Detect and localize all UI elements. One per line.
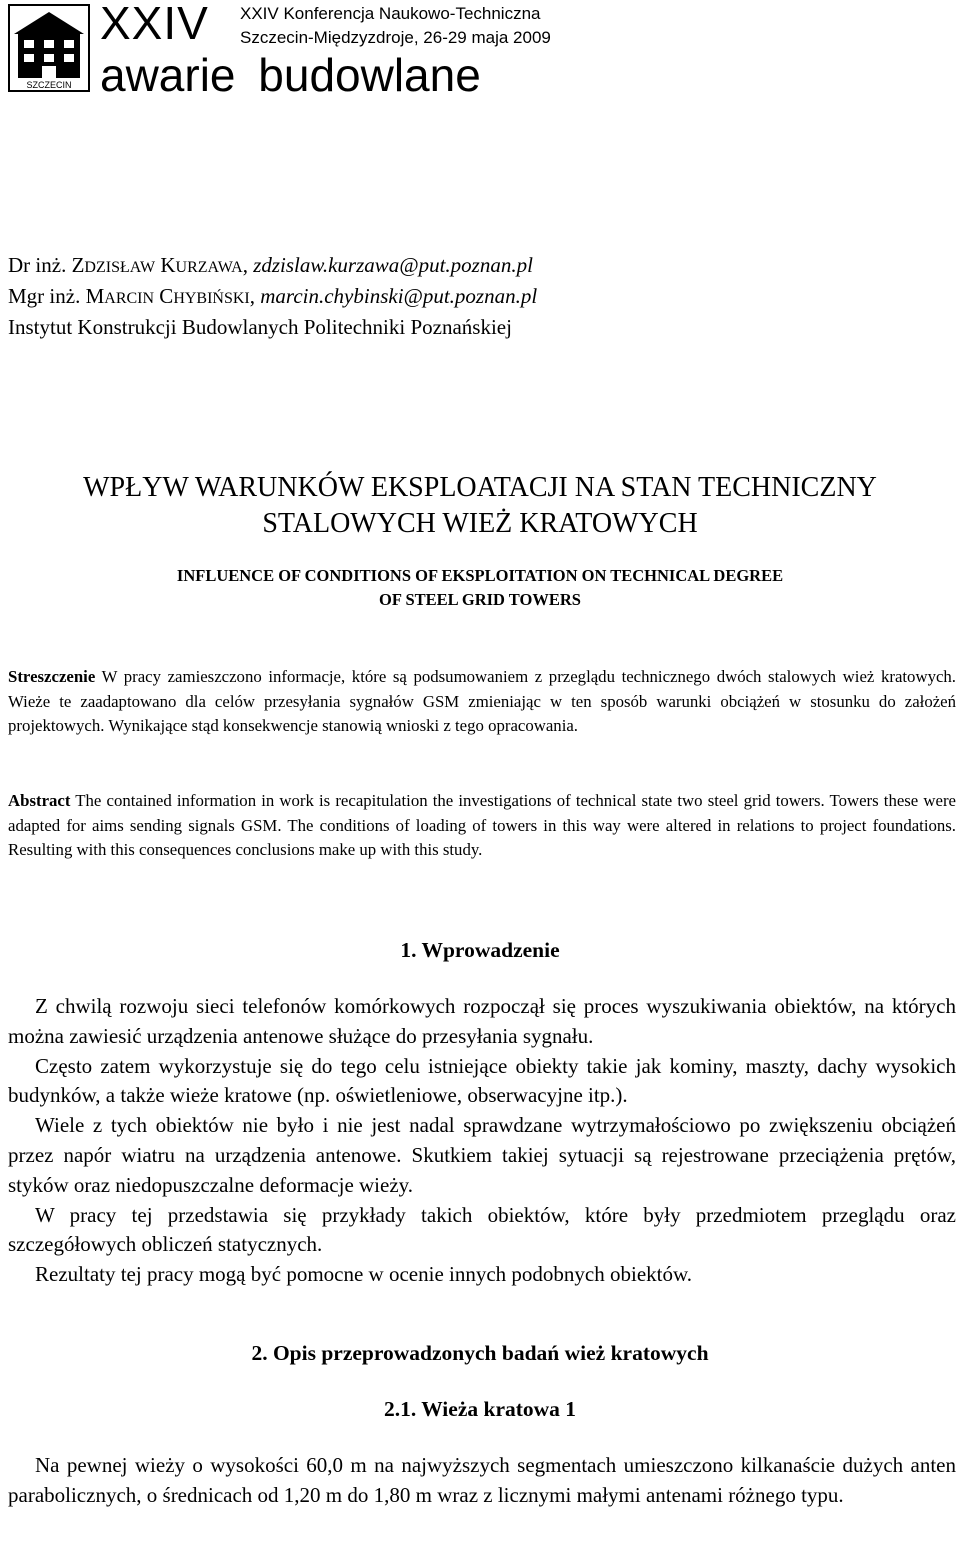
paragraph: Z chwilą rozwoju sieci telefonów komórkowych rozpoczął się proces wyszukiwania obiektów, na których można zawiesić urządzenia antenowe służące do przesyłania sygnału. (8, 994, 956, 1048)
conference-brand: awarie budowlane (100, 49, 481, 101)
title-english-line: OF STEEL GRID TOWERS (379, 590, 581, 609)
author-surname-initial: C (154, 284, 174, 308)
paragraph: Wiele z tych obiektów nie było i nie jest nadal sprawdzane wytrzymałościowo po zwiększeniu obciążeń przez napór wiatru na urządzenia antenowe. Skutkiem takiej sytuacji są rejestrowane przeciążenia prętów, styków oraz niedopuszczalne deformacje wieży. (8, 1113, 956, 1197)
section-heading: 1. Wprowadzenie (400, 938, 560, 962)
author-line (8, 283, 537, 312)
streszczenie-block (8, 665, 956, 739)
author-line (8, 252, 533, 281)
paragraph: Rezultaty tej pracy mogą być pomocne w ocenie innych podobnych obiektów. (35, 1262, 693, 1287)
author-surname-rest: HYBIŃSKI (173, 290, 250, 307)
author-surname-rest: URZAWA (175, 259, 243, 276)
conference-name: XXIV Konferencja Naukowo-Techniczna (240, 4, 541, 23)
streszczenie-label: Streszczenie (8, 667, 96, 686)
author-email[interactable]: zdzislaw.kurzawa@put.poznan.pl (253, 253, 533, 277)
institution: Instytut Konstrukcji Budowlanych Politechniki Poznańskiej (8, 315, 512, 339)
conference-location-date: Szczecin-Międzyzdroje, 26-29 maja 2009 (240, 28, 551, 47)
logo-label: SZCZECIN (26, 80, 72, 90)
author-name-rest: ARCIN (104, 290, 155, 307)
title-polish-line: WPŁYW WARUNKÓW EKSPLOATACJI NA STAN TECHNICZNY (83, 472, 877, 503)
author-prefix: Mgr inż. (8, 284, 86, 308)
abstract-label: Abstract (8, 791, 71, 810)
section-heading: 2. Opis przeprowadzonych badań wież kratowych (251, 1341, 709, 1365)
title-english-line: INFLUENCE OF CONDITIONS OF EKSPLOITATION ON TECHNICAL DEGREE (176, 566, 784, 585)
paragraph: Często zatem wykorzystuje się do tego celu istniejące obiekty takie jak kominy, maszty, dachy wysokich budynków, a także wieże kratowe (np. oświetleniowe, obserwacyjne itp.). (8, 1053, 956, 1108)
conference-logo (8, 4, 90, 92)
author-separator: , (242, 253, 254, 277)
paragraph: W pracy tej przedstawia się przykłady takich obiektów, które były przedmiotem przeglądu oraz szczegółowych obliczeń statycznych. (8, 1202, 956, 1257)
author-prefix: Dr inż. (8, 253, 72, 277)
subsection-heading: 2.1. Wieża kratowa 1 (383, 1397, 577, 1421)
paragraph: Na pewnej wieży o wysokości 60,0 m na najwyższych segmentach umieszczono kilkanaście dużych anten parabolicznych, o średnicach od 1,20 m do 1,80 m wraz z licznymi małymi antenami różnego typu. (8, 1453, 956, 1507)
conference-number: XXIV (100, 0, 209, 49)
streszczenie-text: W pracy zamieszczono informacje, które są podsumowaniem z przeglądu technicznego dwóch stalowych wież kratowych. Wieże te zaadaptowano dla celów przesyłania sygnałów GSM zmieniając w ten sposób warunki obciążeń w stosunku do założeń projektowych. Wynikające stąd konsekwencje stanowią wnioski z tego opracowania. (8, 667, 956, 735)
author-name-initial: M (85, 284, 105, 308)
title-polish-line: STALOWYCH WIEŻ KRATOWYCH (262, 508, 698, 539)
section-body (8, 1451, 956, 1511)
abstract-text: The contained information in work is recapitulation the investigations of technical state two steel grid towers. Towers these were adapted for aims sending signals GSM. The conditions of loading of towers in this way were altered in relations to project foundations. Resulting with this consequences conclusions make up with this study. (8, 791, 956, 859)
section-body (8, 992, 956, 1290)
abstract-block (8, 789, 956, 863)
author-separator: , (249, 284, 261, 308)
author-surname-initial: K (155, 253, 176, 277)
author-email[interactable]: marcin.chybinski@put.poznan.pl (260, 284, 538, 308)
author-name-initial: Z (71, 253, 85, 277)
author-name-rest: DZISŁAW (84, 259, 156, 276)
